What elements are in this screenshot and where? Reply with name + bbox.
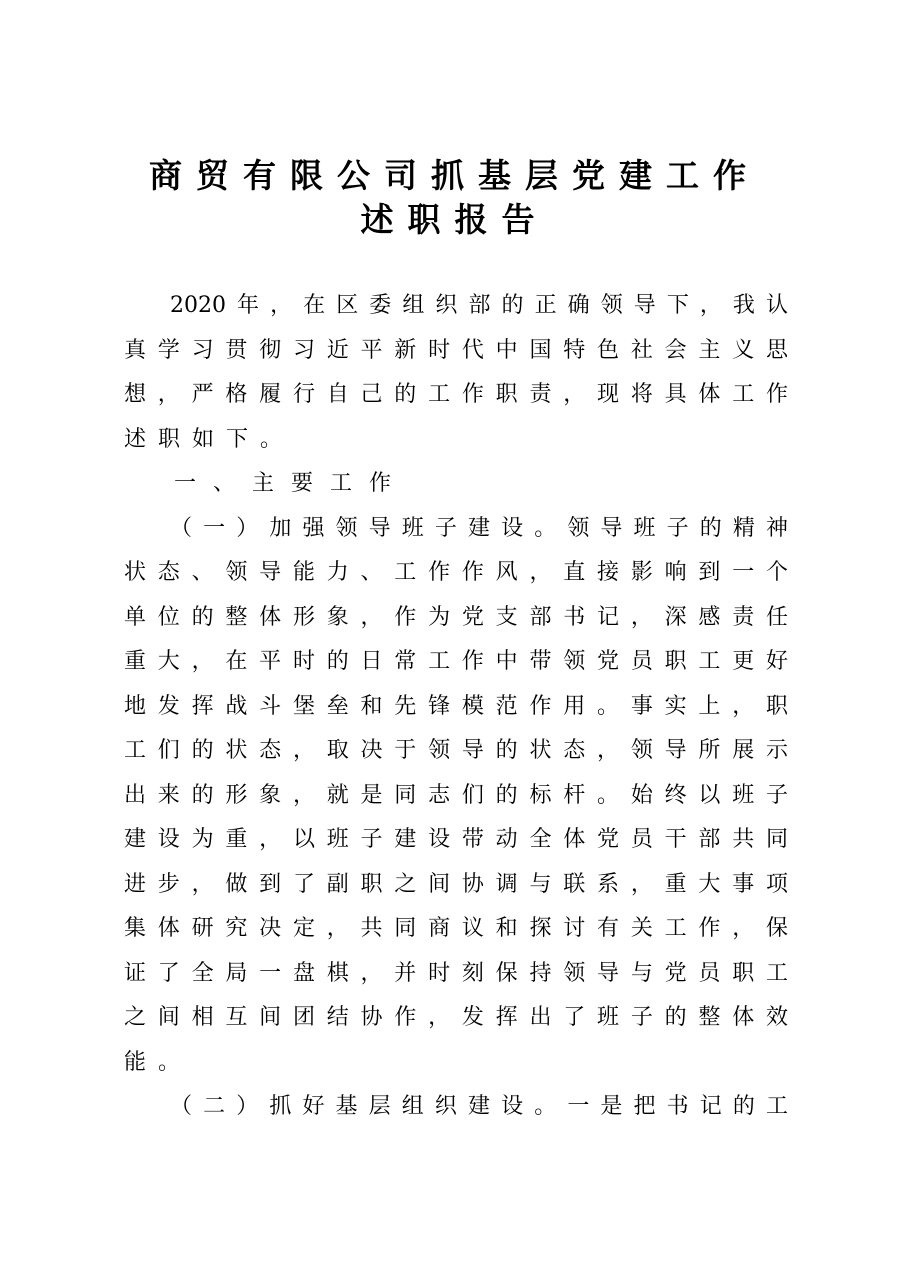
section-heading-main-work: 一、主要工作 <box>174 471 409 496</box>
paragraph-2-line-12: 之间相互间团结协作，发挥出了班子的整体效 <box>124 1005 788 1030</box>
paragraph-2-line-11: 证了全局一盘棋，并时刻保持领导与党员职工 <box>124 960 788 986</box>
paragraph-2-line-13: 能。 <box>124 1049 193 1075</box>
paragraph-3-line-1: （二）抓好基层组织建设。一是把书记的工 <box>170 1094 788 1119</box>
paragraph-2-line-6: 工们的状态，取决于领导的状态，领导所展示 <box>124 738 788 763</box>
paragraph-2-line-2: 状态、领导能力、工作作风，直接影响到一个 <box>124 560 788 585</box>
paragraph-2-line-9: 进步，做到了副职之间协调与联系，重大事项 <box>124 871 788 897</box>
paragraph-1-line-3: 想，严格履行自己的工作职责，现将具体工作 <box>124 382 788 407</box>
document-body <box>124 284 788 1130</box>
paragraph-1-line-1: 2020年，在区委组织部的正确领导下，我认 <box>170 293 788 318</box>
paragraph-2-line-1: （一）加强领导班子建设。领导班子的精神 <box>170 515 788 541</box>
paragraph-2-line-5: 地发挥战斗堡垒和先锋模范作用。事实上，职 <box>124 693 788 719</box>
paragraph-1-line-2: 真学习贯彻习近平新时代中国特色社会主义思 <box>124 337 788 363</box>
title-line-1: 商贸有限公司抓基层党建工作 <box>149 156 760 195</box>
paragraph-2-line-4: 重大，在平时的日常工作中带领党员职工更好 <box>124 649 788 674</box>
paragraph-2-line-3: 单位的整体形象，作为党支部书记，深感责任 <box>124 604 788 630</box>
paragraph-2-line-7: 出来的形象，就是同志们的标杆。始终以班子 <box>124 782 788 808</box>
title-line-2: 述职报告 <box>360 200 549 239</box>
paragraph-2-line-8: 建设为重，以班子建设带动全体党员干部共同 <box>124 827 788 852</box>
document-title <box>0 154 909 242</box>
paragraph-2-line-10: 集体研究决定，共同商议和探讨有关工作，保 <box>124 916 788 941</box>
paragraph-1-line-4: 述职如下。 <box>124 426 295 452</box>
